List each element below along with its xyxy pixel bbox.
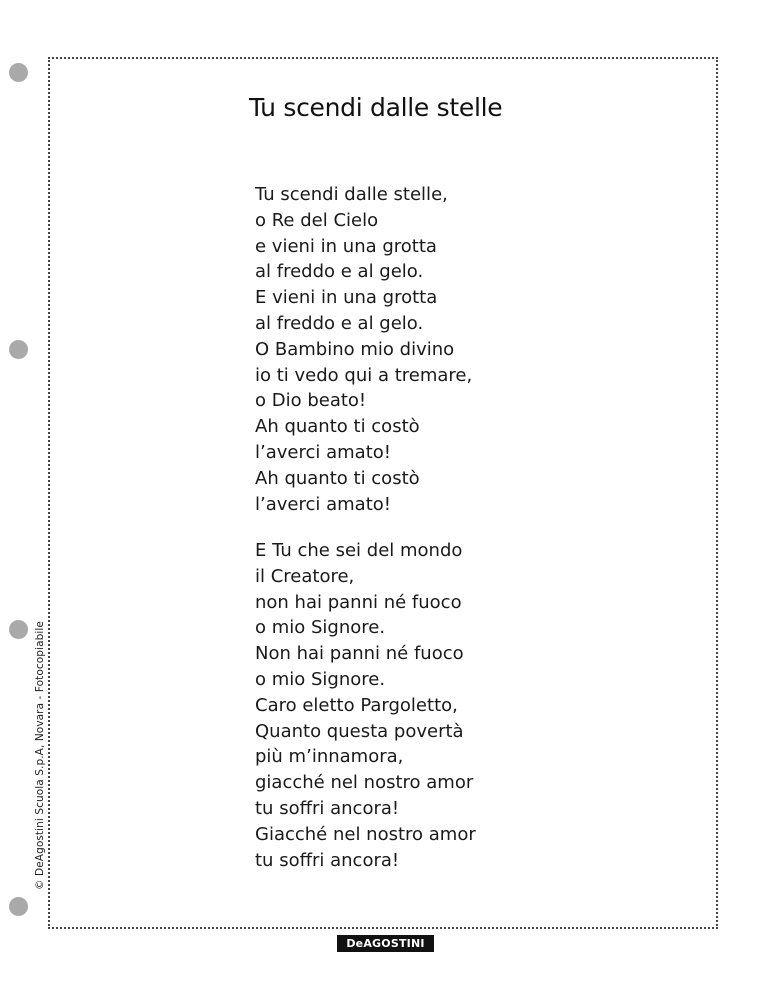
verse-line: Quanto questa povertà [255,720,464,742]
verse-line: al freddo e al gelo. [255,261,424,283]
poem-title: Tu scendi dalle stelle [249,93,503,122]
verse-line: e vieni in una grotta [255,235,437,257]
verse-line: l’averci amato! [255,493,391,515]
stanza-2 [255,538,476,873]
verse-line: o mio Signore. [255,668,386,690]
binder-hole [9,620,28,639]
verse-line: O Bambino mio divino [255,338,455,360]
verse-line: E Tu che sei del mondo [255,540,463,561]
verse-line: o Dio beato! [255,390,367,412]
verse-line: tu soffri ancora! [255,849,400,871]
verse-line: al freddo e al gelo. [255,312,424,334]
deagostini-logo: DeAGOSTINI [337,935,434,952]
verse-line: non hai panni né fuoco [255,591,462,613]
binder-hole [9,63,28,82]
verse-line: il Creatore, [255,565,355,587]
verse-line: o mio Signore. [255,617,386,639]
verse-line: più m’innamora, [255,746,404,768]
verse-line: o Re del Cielo [255,209,379,231]
verse-line: E vieni in una grotta [255,287,438,309]
verse-line: giacché nel nostro amor [255,772,474,794]
verse-line: Tu scendi dalle stelle, [255,184,448,205]
verse-line: Ah quanto ti costò [255,467,420,489]
verse-line: Caro eletto Pargoletto, [255,694,458,716]
verse-line: Ah quanto ti costò [255,416,420,438]
verse-line: io ti vedo qui a tremare, [255,364,473,386]
verse-line: Giacché nel nostro amor [255,823,476,845]
binder-hole [9,897,28,916]
verse-line: l’averci amato! [255,441,391,463]
verse-line: tu soffri ancora! [255,797,400,819]
stanza-1 [255,182,472,517]
binder-hole [9,340,28,359]
copyright-notice: © DeAgostini Scuola S.p.A, Novara - Fotocopiabile [34,621,46,890]
verse-line: Non hai panni né fuoco [255,643,464,665]
